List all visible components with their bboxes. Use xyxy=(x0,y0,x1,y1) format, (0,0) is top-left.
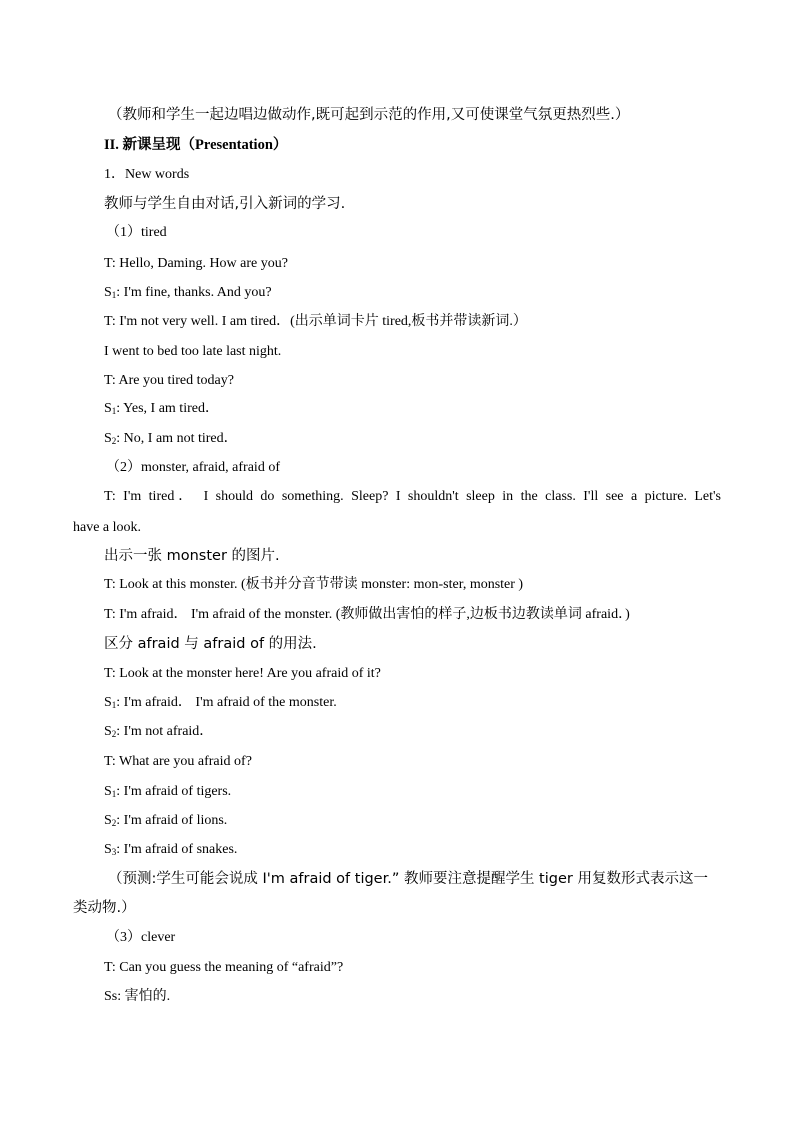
speaker-number: 1 xyxy=(111,789,117,799)
dialogue-line xyxy=(104,723,213,741)
speaker-label: S xyxy=(104,695,112,710)
line-intro: 教师与学生自由对话,引入新词的学习. xyxy=(104,196,346,212)
dialogue-line: T: I'm not very well. I am tired．(出示单词卡片 tired,板书并带读新词.） xyxy=(104,314,527,329)
dialogue-text: : I'm afraid of tigers. xyxy=(116,784,232,799)
speaker-number: 2 xyxy=(111,729,117,739)
speaker-number: 2 xyxy=(111,818,117,828)
dialogue-line xyxy=(104,812,227,830)
line-prediction-note-continued: 类动物.） xyxy=(73,900,136,916)
dialogue-text: : Yes, I am tired． xyxy=(116,401,219,416)
dialogue-text: : No, I am not tired． xyxy=(116,431,238,446)
dialogue-line xyxy=(104,783,231,801)
speaker-label: S xyxy=(104,431,112,446)
item-tired: （1）tired xyxy=(106,225,167,240)
section-heading-presentation: II. 新课呈现（Presentation） xyxy=(104,137,288,153)
dialogue-line: T: I'm afraid． I'm afraid of the monster. (教师做出害怕的样子,边板书边教读单词 afraid．) xyxy=(104,607,630,622)
speaker-number: 1 xyxy=(111,700,117,710)
line-prediction-note: （预测:学生可能会说成 I'm afraid of tiger.” 教师要注意提醒学生 tiger 用复数形式表示这一 xyxy=(108,871,708,887)
dialogue-text: : I'm afraid of lions. xyxy=(116,813,228,828)
speaker-label: S xyxy=(104,285,112,300)
speaker-label: S xyxy=(104,813,112,828)
dialogue-line: T: Are you tired today? xyxy=(104,373,234,388)
line-show-picture: 出示一张 monster 的图片. xyxy=(104,548,280,564)
dialogue-line xyxy=(104,430,238,448)
dialogue-line: T: Look at this monster. (板书并分音节带读 monster: mon-ster, monster ) xyxy=(104,577,524,592)
dialogue-line xyxy=(104,284,272,302)
speaker-number: 2 xyxy=(111,436,117,446)
dialogue-line: I went to bed too late last night. xyxy=(104,344,282,359)
dialogue-line xyxy=(104,841,237,859)
dialogue-line: T: Hello, Daming. How are you? xyxy=(104,256,288,271)
dialogue-line xyxy=(104,400,219,418)
dialogue-line: T: What are you afraid of? xyxy=(104,754,252,769)
subheading-new-words: 1．New words xyxy=(104,167,190,182)
dialogue-text: : I'm afraid of snakes. xyxy=(116,842,238,857)
dialogue-text: : I'm afraid． I'm afraid of the monster. xyxy=(116,695,337,710)
speaker-label: S xyxy=(104,724,112,739)
dialogue-line: T: Look at the monster here! Are you afraid of it? xyxy=(104,666,381,681)
speaker-label: S xyxy=(104,784,112,799)
dialogue-line: T: I'm tired． I should do something. Sleep? I shouldn't sleep in the class. I'll see a picture. Let's xyxy=(104,489,721,504)
item-clever: （3）clever xyxy=(106,930,176,945)
dialogue-line-continued: have a look. xyxy=(73,520,142,535)
speaker-number: 1 xyxy=(111,406,117,416)
line-usage-note: 区分 afraid 与 afraid of 的用法. xyxy=(104,636,317,652)
speaker-number: 1 xyxy=(111,290,117,300)
speaker-label: S xyxy=(104,401,112,416)
line-activity-note: （教师和学生一起边唱边做动作,既可起到示范的作用,又可使课堂气氛更热烈些.） xyxy=(108,107,630,123)
dialogue-line xyxy=(104,694,337,712)
item-monster-afraid: （2）monster, afraid, afraid of xyxy=(106,460,280,475)
speaker-number: 3 xyxy=(111,847,117,857)
dialogue-line: T: Can you guess the meaning of “afraid”? xyxy=(104,960,344,975)
speaker-label: S xyxy=(104,842,112,857)
dialogue-text: : I'm fine, thanks. And you? xyxy=(116,285,272,300)
dialogue-line: Ss: 害怕的. xyxy=(104,989,171,1004)
dialogue-text: : I'm not afraid． xyxy=(116,724,214,739)
